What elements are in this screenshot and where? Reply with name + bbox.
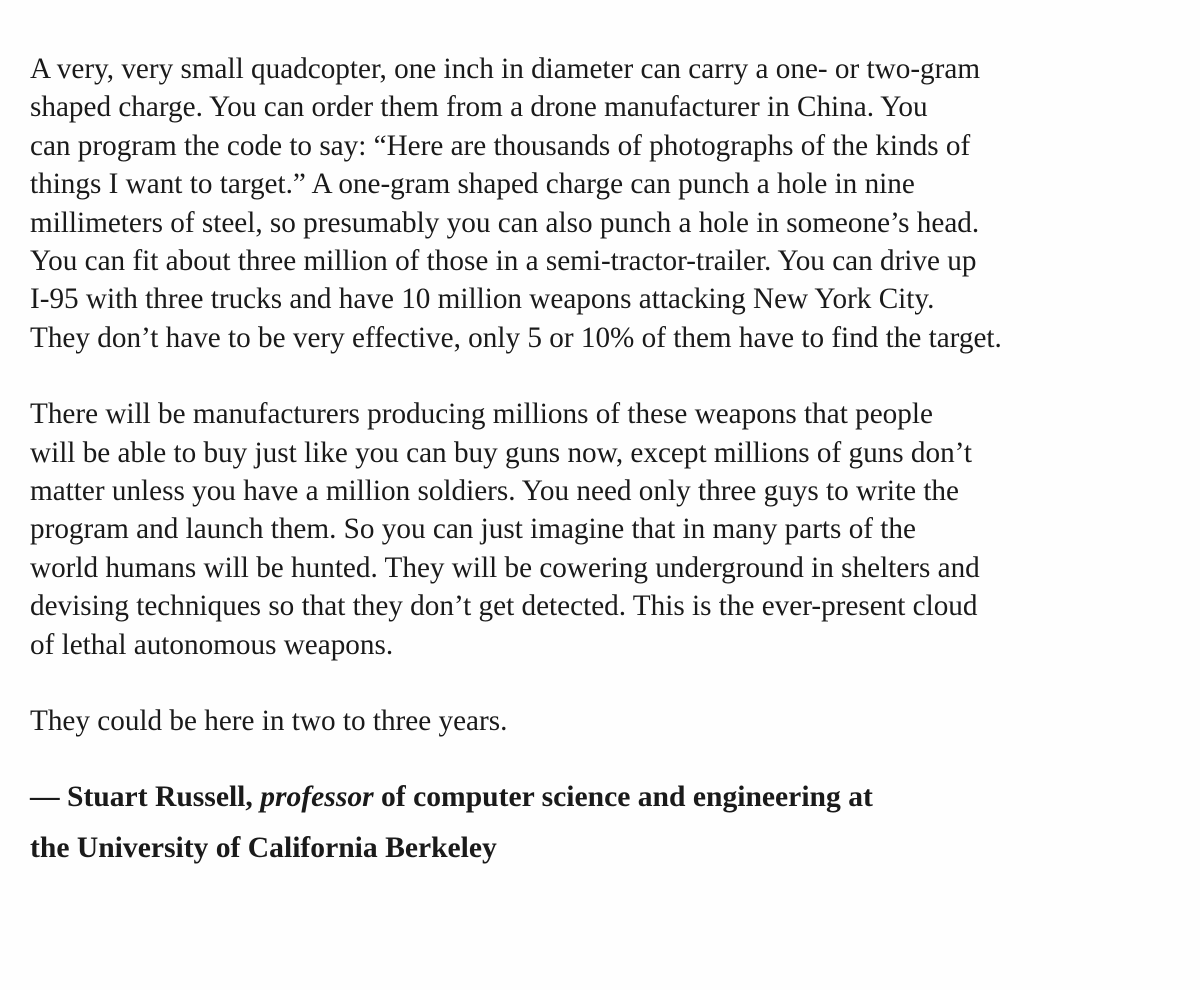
quote-attribution xyxy=(30,772,1190,874)
paragraph-line: matter unless you have a million soldiers. You need only three guys to write the xyxy=(30,475,959,508)
attribution-line-2: the University of California Berkeley xyxy=(30,831,497,864)
attribution-rest: of computer science and engineering at xyxy=(373,780,873,813)
paragraph-quadcopter xyxy=(30,50,1190,357)
paragraph-timeline xyxy=(30,702,1190,740)
paragraph-line: program and launch them. So you can just imagine that in many parts of the xyxy=(30,513,916,546)
attribution-role: professor xyxy=(260,780,374,813)
paragraph-line: You can fit about three million of those in a semi-tractor-trailer. You can drive up xyxy=(30,245,977,278)
paragraph-line: things I want to target.” A one-gram shaped charge can punch a hole in nine xyxy=(30,168,915,201)
paragraph-line: There will be manufacturers producing millions of these weapons that people xyxy=(30,398,933,431)
paragraph-line: devising techniques so that they don’t get detected. This is the ever-present cloud xyxy=(30,590,978,623)
attribution-prefix: — Stuart Russell, xyxy=(30,780,261,813)
paragraph-line: millimeters of steel, so presumably you can also punch a hole in someone’s head. xyxy=(30,206,980,239)
paragraph-manufacturers xyxy=(30,395,1190,664)
paragraph-line: I-95 with three trucks and have 10 million weapons attacking New York City. xyxy=(30,283,935,316)
paragraph-line: world humans will be hunted. They will be cowering underground in shelters and xyxy=(30,551,980,584)
paragraph-line: A very, very small quadcopter, one inch in diameter can carry a one- or two-gram xyxy=(30,53,981,85)
paragraph-line: of lethal autonomous weapons. xyxy=(30,628,394,661)
paragraph-line: shaped charge. You can order them from a drone manufacturer in China. You xyxy=(30,91,928,124)
article-body xyxy=(30,50,1190,874)
paragraph-line: can program the code to say: “Here are thousands of photographs of the kinds of xyxy=(30,129,971,162)
paragraph-line: will be able to buy just like you can buy guns now, except millions of guns don’t xyxy=(30,436,972,469)
paragraph-line: They could be here in two to three years. xyxy=(30,705,508,738)
paragraph-line: They don’t have to be very effective, only 5 or 10% of them have to find the target. xyxy=(30,321,1002,354)
attribution-line-1 xyxy=(30,772,1190,823)
